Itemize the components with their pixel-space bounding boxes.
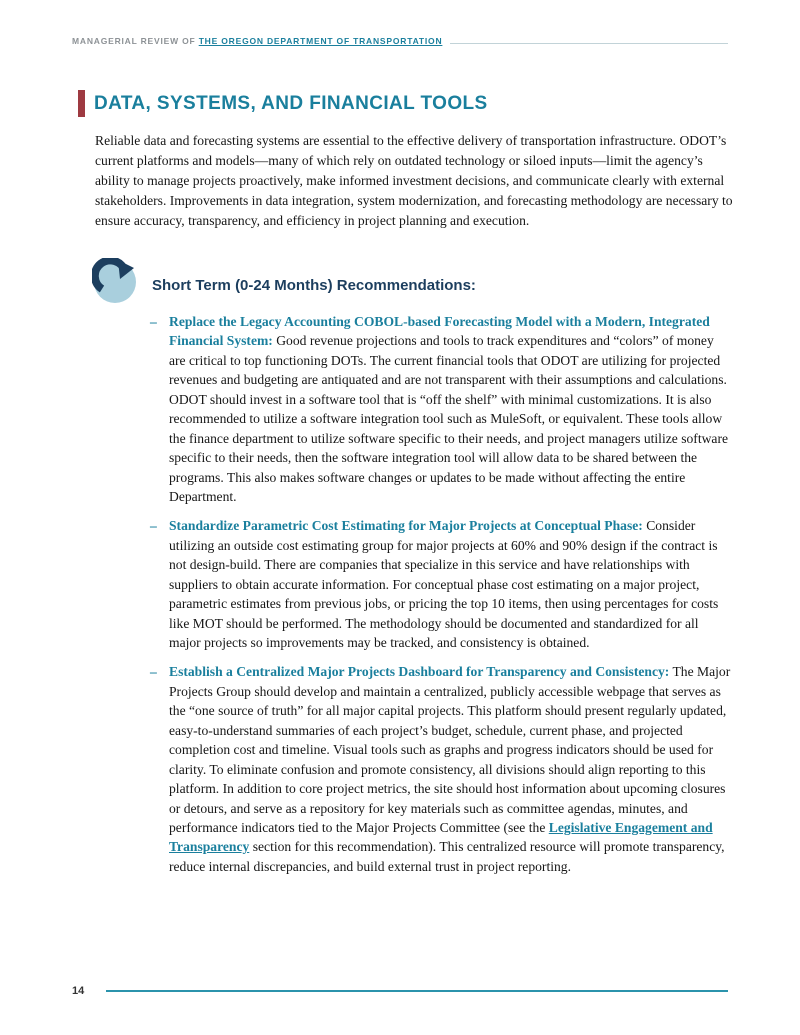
page-footer [72,985,728,997]
recommendations-list [150,312,732,886]
page-title: DATA, SYSTEMS, AND FINANCIAL TOOLS [94,92,488,114]
recommendation-body: The Major Projects Group should develop and maintain a centralized, publicly accessible webpage that serves as the “one source of truth” for all major capital projects. This platform should present regularly updated, easy-to-understand summaries of each project’s budget, schedule, current phase, and projected completion cost and timeline. Visual tools such as graphs and progress indicators should be used for clarity. To eliminate confusion and promote consistency, all divisions should align reporting to this platform. In addition to core project metrics, the site should host information about upcoming closures or detours, and serve as a repository for key materials such as committee agendas, minutes, and performance indicators tied to the Major Projects Committee (see the [169,664,731,835]
recommendation-body: section for this recommendation). This centralized resource will promote transparency, reduce internal discrepancies, and build external trust in project reporting. [169,839,725,874]
list-item [150,516,732,652]
section-title-accent-bar [78,90,85,117]
recommendations-heading: Short Term (0-24 Months) Recommendations: [152,276,476,294]
bullet-dash: – [150,664,157,680]
running-header-prefix: MANAGERIAL REVIEW OF [72,36,199,46]
legislative-engagement-link[interactable]: Legislative Engagement and Transparency [169,819,713,855]
recommendations-heading-row [92,258,476,304]
page-number: 14 [72,985,85,997]
running-header [72,36,728,46]
bullet-dash: – [150,518,157,534]
footer-rule [106,990,728,992]
header-rule [450,43,728,44]
running-header-link[interactable]: THE OREGON DEPARTMENT OF TRANSPORTATION [198,36,443,46]
list-item [150,312,732,506]
recommendation-lead: Standardize Parametric Cost Estimating for Major Projects at Conceptual Phase: [169,518,643,534]
list-item [150,662,732,876]
short-term-clock-arrow-icon [92,258,138,304]
recommendation-lead: Establish a Centralized Major Projects Dashboard for Transparency and Consistency: [169,664,670,680]
section-title-row [78,90,488,117]
intro-paragraph: Reliable data and forecasting systems are essential to the effective delivery of transportation infrastructure. ODOT’s current platforms and models—many of which rely on outdated technology or siloed inputs—limit the agency’s ability to manage projects proactively, make informed investment decisions, and communicate clearly with external stakeholders. Improvements in data integration, system modernization, and forecasting methodology are necessary to ensure accuracy, transparency, and efficiency in project planning and execution. [95,133,733,228]
recommendation-lead: Replace the Legacy Accounting COBOL-based Forecasting Model with a Modern, Integrated Financial System: [169,314,710,349]
recommendation-body: Good revenue projections and tools to track expenditures and “colors” of money are critical to top functioning DOTs. The current financial tools that ODOT are utilizing for projected revenues and budgeting are antiquated and are not transparent with their assumptions and calculations. ODOT should invest in a software tool that is “off the shelf” with minimal customizations. It is also recommended to utilize a software integration tool such as MuleSoft, or equivalent. These tools allow the finance department to utilize software specific to their needs, and project managers utilize software specific to their needs, then the software integration tool will allow data to be shared between the programs. This also makes software changes or updates to be made without affecting the entire Department. [169,333,729,504]
bullet-dash: – [150,314,157,329]
recommendation-body: Consider utilizing an outside cost estimating group for major projects at 60% and 90% design if the contract is not design-build. There are companies that specialize in this service and have relationships with suppliers to obtain accurate information. For conceptual phase cost estimating on a major project, parametric estimates from previous jobs, or pricing the top 10 items, then using percentages for costs like MOT should be performed. The methodology should be documented and standardized for all major projects so improvements may be tracked, and consistency is obtained. [169,518,719,650]
